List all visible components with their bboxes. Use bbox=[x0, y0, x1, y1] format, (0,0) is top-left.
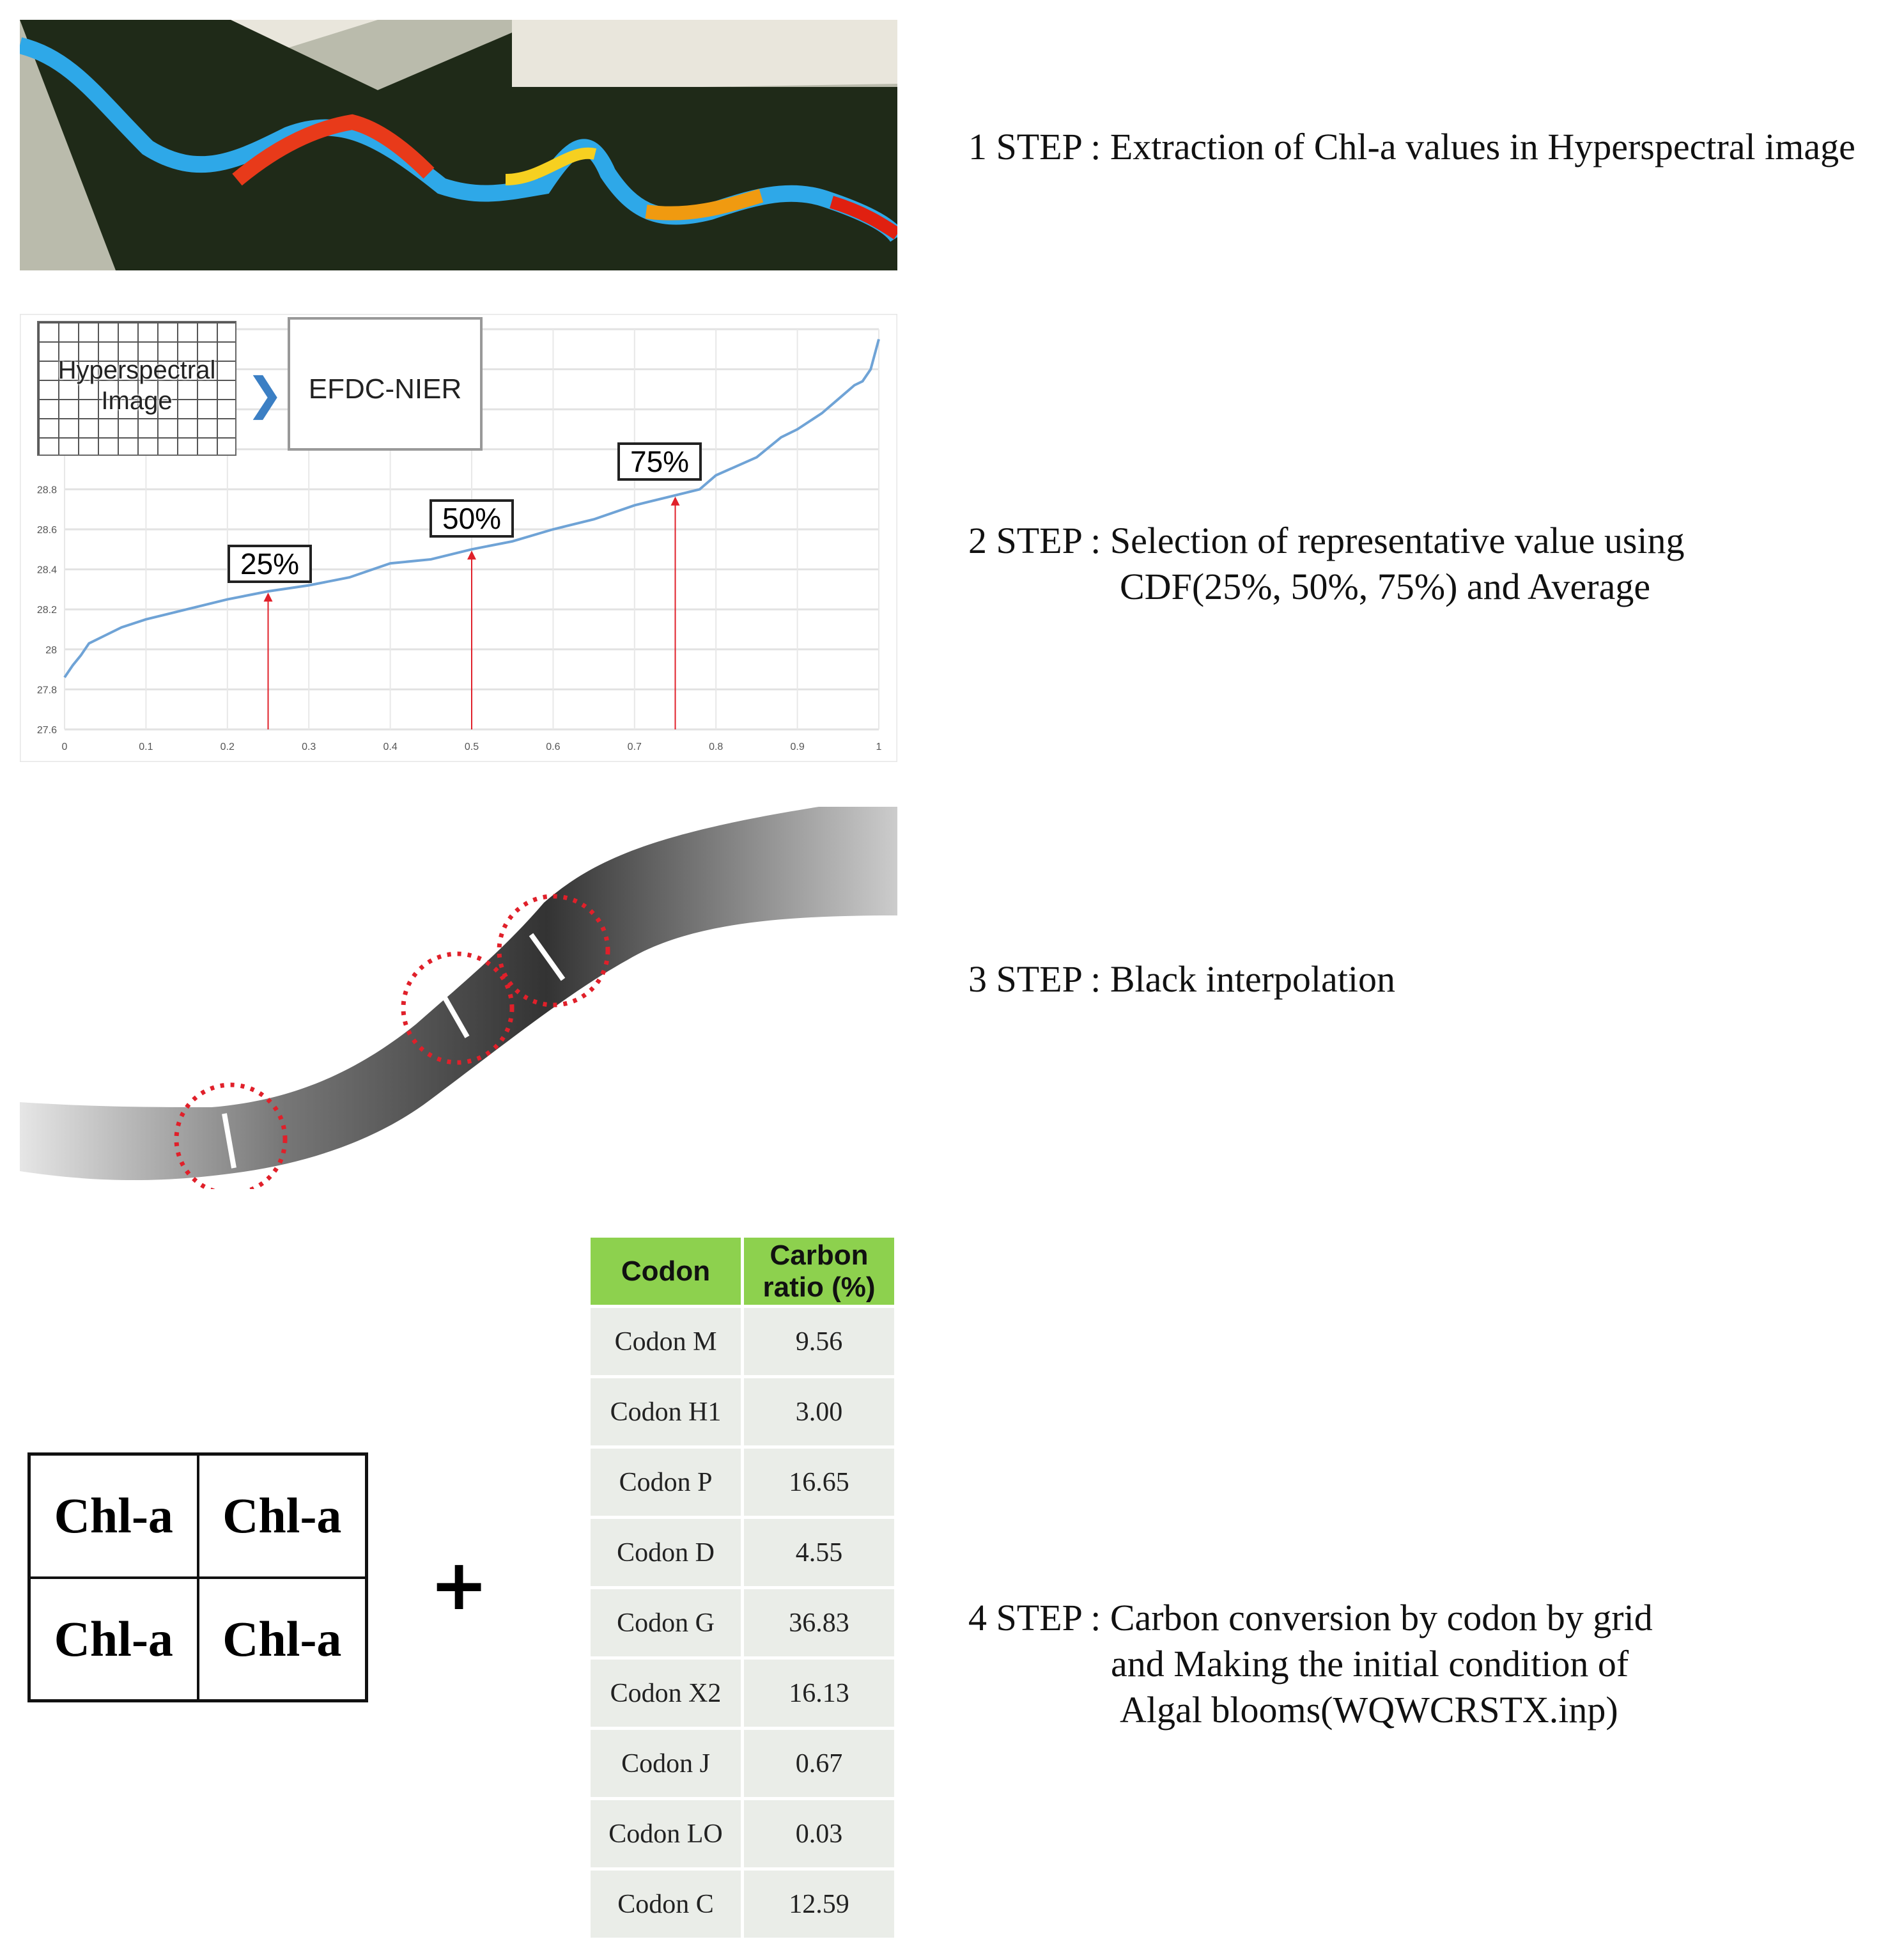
table-row bbox=[591, 1519, 894, 1586]
y-tick-label: 27.8 bbox=[36, 685, 57, 696]
y-tick-label: 28.6 bbox=[36, 525, 57, 536]
x-tick-label: 0.8 bbox=[709, 742, 724, 752]
marker-75: 75% bbox=[617, 442, 702, 481]
step-4-text-line2: and Making the initial condition of bbox=[1111, 1643, 1629, 1685]
table-row bbox=[591, 1730, 894, 1797]
x-tick-label: 0.9 bbox=[790, 742, 805, 752]
codon-name-cell: Codon D bbox=[591, 1519, 741, 1586]
carbon-ratio-cell: 36.83 bbox=[744, 1589, 894, 1656]
table-row bbox=[591, 1871, 894, 1938]
carbon-ratio-cell: 0.03 bbox=[744, 1800, 894, 1867]
table-row bbox=[591, 1449, 894, 1516]
hyperspectral-chl-a-map bbox=[20, 20, 897, 270]
x-tick-label: 0 bbox=[61, 742, 68, 752]
step-2-text-line2: CDF(25%, 50%, 75%) and Average bbox=[1120, 566, 1651, 607]
carbon-ratio-cell: 16.13 bbox=[744, 1660, 894, 1727]
y-tick-label: 27.6 bbox=[36, 725, 57, 736]
x-tick-label: 0.1 bbox=[139, 742, 153, 752]
table-row bbox=[591, 1308, 894, 1375]
x-tick-label: 0.4 bbox=[383, 742, 398, 752]
efdc-nier-box bbox=[288, 317, 483, 451]
step-4-text-line3: Algal blooms(WQWCRSTX.inp) bbox=[1120, 1689, 1618, 1731]
table-row bbox=[591, 1589, 894, 1656]
carbon-ratio-cell: 4.55 bbox=[744, 1519, 894, 1586]
x-tick-label: 0.2 bbox=[220, 742, 235, 752]
codon-name-cell: Codon G bbox=[591, 1589, 741, 1656]
chl-a-cell: Chl-a bbox=[198, 1578, 367, 1701]
plus-sign: + bbox=[430, 1544, 489, 1626]
carbon-ratio-cell: 9.56 bbox=[744, 1308, 894, 1375]
step-2-text-line1: 2 STEP : Selection of representative value using bbox=[968, 520, 1685, 561]
table-row bbox=[591, 1378, 894, 1445]
y-tick-label: 28.4 bbox=[36, 564, 57, 576]
codon-name-cell: Codon H1 bbox=[591, 1378, 741, 1445]
chl-a-cell: Chl-a bbox=[29, 1454, 198, 1578]
efdc-label: EFDC-NIER bbox=[308, 373, 462, 405]
step-4-text-line1: 4 STEP : Carbon conversion by codon by grid bbox=[968, 1597, 1653, 1638]
chl-a-grid bbox=[27, 1452, 368, 1702]
marker-25: 25% bbox=[228, 545, 312, 583]
x-tick-label: 0.3 bbox=[302, 742, 316, 752]
hyperspectral-label: Hyperspectral Image bbox=[58, 356, 216, 415]
codon-carbon-table bbox=[587, 1234, 897, 1941]
marker-50: 50% bbox=[430, 499, 514, 538]
carbon-ratio-cell: 3.00 bbox=[744, 1378, 894, 1445]
interpolated-river-image bbox=[20, 807, 897, 1189]
x-tick-label: 1 bbox=[876, 742, 882, 752]
step-1-text: 1 STEP : Extraction of Chl-a values in Hyperspectral image bbox=[968, 126, 1855, 167]
y-tick-label: 28.8 bbox=[36, 485, 57, 496]
table-row bbox=[591, 1660, 894, 1727]
x-tick-label: 0.7 bbox=[627, 742, 642, 752]
x-tick-label: 0.6 bbox=[546, 742, 561, 752]
chl-a-cell: Chl-a bbox=[29, 1578, 198, 1701]
carbon-ratio-cell: 0.67 bbox=[744, 1730, 894, 1797]
chl-a-cell: Chl-a bbox=[198, 1454, 367, 1578]
codon-name-cell: Codon M bbox=[591, 1308, 741, 1375]
y-tick-label: 28 bbox=[45, 644, 57, 656]
codon-name-cell: Codon X2 bbox=[591, 1660, 741, 1727]
table-row bbox=[591, 1800, 894, 1867]
codon-name-cell: Codon P bbox=[591, 1449, 741, 1516]
codon-name-cell: Codon J bbox=[591, 1730, 741, 1797]
header-carbon-ratio: Carbon ratio (%) bbox=[744, 1238, 894, 1305]
y-tick-label: 28.2 bbox=[36, 605, 57, 616]
header-codon: Codon bbox=[591, 1238, 741, 1305]
codon-name-cell: Codon LO bbox=[591, 1800, 741, 1867]
codon-name-cell: Codon C bbox=[591, 1871, 741, 1938]
x-tick-label: 0.5 bbox=[464, 742, 479, 752]
carbon-ratio-cell: 12.59 bbox=[744, 1871, 894, 1938]
step-3-text: 3 STEP : Black interpolation bbox=[968, 958, 1395, 1000]
chevron-right-icon: ❯ bbox=[246, 368, 284, 420]
carbon-ratio-cell: 16.65 bbox=[744, 1449, 894, 1516]
